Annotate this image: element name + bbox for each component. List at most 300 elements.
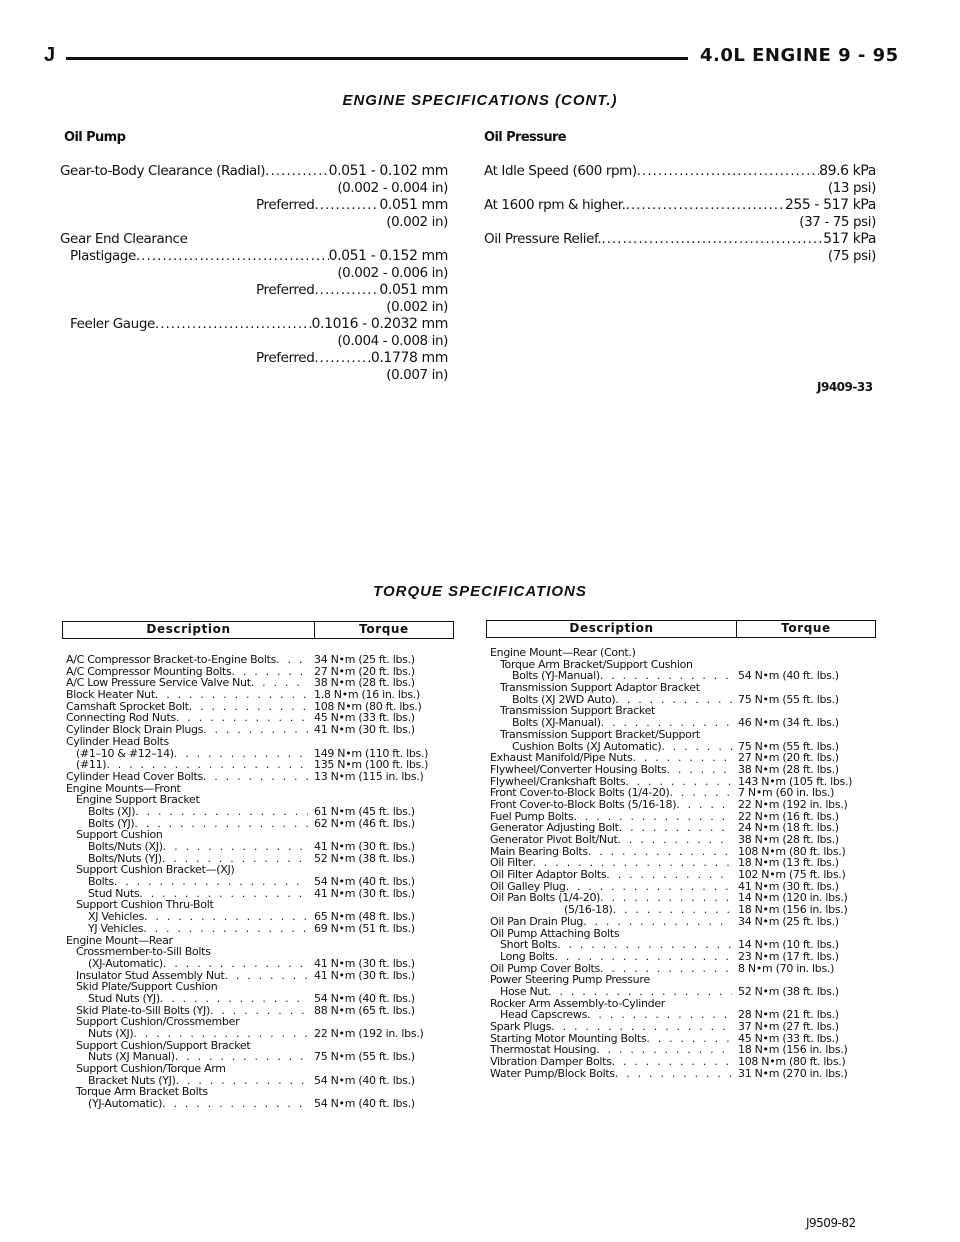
- torque-description: [66, 818, 308, 830]
- spec-row: [60, 282, 448, 299]
- torque-value: 14 N•m (120 in. lbs.): [738, 891, 848, 905]
- torque-description-text: Fuel Pump Bolts: [490, 810, 574, 823]
- torque-row: [66, 853, 456, 865]
- spec-label: Feeler Gauge: [70, 316, 155, 332]
- torque-description: [490, 647, 732, 659]
- torque-description: [490, 846, 732, 858]
- torque-description: [66, 1086, 308, 1098]
- torque-description-text: (#1–10 & #12–14): [76, 747, 174, 760]
- torque-description: [66, 724, 308, 736]
- dot-leader: [276, 654, 308, 666]
- torque-row: [490, 717, 880, 729]
- dot-leader: [666, 764, 732, 776]
- torque-value: 69 N•m (51 ft. lbs.): [314, 921, 415, 935]
- torque-description: [490, 1009, 732, 1021]
- torque-description: [66, 888, 308, 900]
- oil-pressure-heading: Oil Pressure: [484, 130, 567, 145]
- torque-description: [66, 993, 308, 1005]
- torque-row: [490, 986, 880, 998]
- torque-row: [66, 1051, 456, 1063]
- dot-leader: [210, 1005, 308, 1017]
- spec-group-label: Gear End Clearance: [60, 231, 188, 247]
- torque-description-text: Engine Support Bracket: [76, 794, 200, 806]
- torque-row: [66, 993, 456, 1005]
- torque-row: [490, 694, 880, 706]
- dot-leader: [615, 694, 732, 706]
- dot-leader: [162, 1098, 308, 1110]
- torque-description-text: Front Cover-to-Block Bolts (1/4-20): [490, 787, 670, 799]
- dot-leader: [265, 163, 328, 179]
- torque-row: [66, 1075, 456, 1087]
- spec-row: [484, 231, 876, 248]
- torque-description: [490, 974, 732, 986]
- torque-description-text: Skid Plate-to-Sill Bolts (YJ): [76, 1004, 210, 1017]
- torque-value: 65 N•m (48 ft. lbs.): [314, 910, 415, 924]
- torque-value: 14 N•m (10 ft. lbs.): [738, 938, 839, 952]
- torque-description-text: Bolts (YJ): [88, 817, 135, 830]
- dot-leader: [555, 951, 733, 963]
- torque-description-text: A/C Compressor Mounting Bolts: [66, 665, 232, 678]
- torque-description-text: Oil Pump Cover Bolts: [490, 962, 600, 975]
- torque-value: 54 N•m (40 ft. lbs.): [314, 1073, 415, 1087]
- torque-description-text: YJ Vehicles: [88, 922, 144, 935]
- torque-value: 52 N•m (38 ft. lbs.): [738, 984, 839, 998]
- torque-row: [66, 970, 456, 982]
- torque-description: [66, 1016, 308, 1028]
- torque-description: [66, 864, 308, 876]
- spec-value-continued: (0.002 - 0.004 in): [337, 180, 448, 196]
- oil-pump-specs: [60, 163, 448, 384]
- torque-description-text: Bolts (XJ 2WD Auto): [512, 693, 616, 706]
- torque-description: [490, 729, 732, 741]
- torque-row: [490, 869, 880, 881]
- dot-leader: [601, 231, 823, 247]
- torque-row: [490, 764, 880, 776]
- engine-specs-title: ENGINE SPECIFICATIONS (CONT.): [342, 92, 618, 109]
- dot-leader: [632, 752, 732, 764]
- torque-description-text: Transmission Support Bracket/Support: [500, 728, 700, 741]
- dot-leader: [612, 1056, 732, 1068]
- torque-value: 54 N•m (40 ft. lbs.): [738, 669, 839, 683]
- torque-description-text: Block Heater Nut: [66, 689, 155, 701]
- dot-leader: [619, 822, 732, 834]
- dot-leader: [314, 282, 379, 298]
- torque-value: 38 N•m (28 ft. lbs.): [314, 676, 415, 690]
- dot-leader: [174, 748, 308, 760]
- torque-description: [490, 1021, 732, 1033]
- dot-leader: [160, 993, 308, 1005]
- torque-table-header-right: [486, 620, 876, 638]
- torque-value: 108 N•m (80 ft. lbs.): [314, 699, 422, 713]
- spec-value-continued: (0.007 in): [386, 367, 448, 383]
- torque-description: [490, 1068, 732, 1080]
- torque-description: [66, 1075, 308, 1087]
- dot-leader: [670, 787, 733, 799]
- dot-leader: [588, 846, 732, 858]
- figure-label-torque: J9509-82: [806, 1216, 856, 1230]
- torque-row: [66, 841, 456, 853]
- dot-leader: [600, 892, 732, 904]
- torque-description: [490, 705, 732, 717]
- torque-row: [490, 799, 880, 811]
- dot-leader: [548, 986, 732, 998]
- torque-description: [490, 741, 732, 753]
- torque-description: [66, 899, 308, 911]
- dot-leader: [189, 701, 308, 713]
- torque-description-text: Oil Filter: [490, 857, 533, 870]
- torque-value: 54 N•m (40 ft. lbs.): [314, 991, 415, 1005]
- torque-description: [66, 666, 308, 678]
- torque-description-text: Front Cover-to-Block Bolts (5/16-18): [490, 798, 677, 811]
- torque-value: 34 N•m (25 ft. lbs.): [738, 914, 839, 928]
- column-header-torque: Torque: [359, 622, 409, 636]
- torque-description-text: Short Bolts: [500, 939, 558, 951]
- torque-description-text: Generator Adjusting Bolt: [490, 822, 619, 834]
- spec-row: [60, 350, 448, 367]
- torque-value: 7 N•m (60 in. lbs.): [738, 786, 835, 800]
- torque-description-text: Support Cushion/Support Bracket: [76, 1039, 251, 1052]
- spec-label: Preferred: [256, 350, 315, 366]
- torque-description: [490, 986, 732, 998]
- torque-value: 41 N•m (30 ft. lbs.): [314, 723, 415, 737]
- torque-description-text: A/C Compressor Bracket-to-Engine Bolts: [66, 654, 277, 666]
- torque-value: 108 N•m (80 ft. lbs.): [738, 1055, 846, 1069]
- spec-value: 0.051 - 0.102 mm: [328, 163, 448, 179]
- torque-description: [66, 712, 308, 724]
- torque-row: [66, 689, 456, 701]
- spec-value-continued: (75 psi): [827, 248, 876, 264]
- oil-pump-heading: Oil Pump: [64, 130, 126, 145]
- torque-description-text: Flywheel/Converter Housing Bolts: [490, 763, 667, 776]
- torque-description: [66, 677, 308, 689]
- torque-value: 108 N•m (80 ft. lbs.): [738, 844, 846, 858]
- torque-value: 41 N•m (30 ft. lbs.): [314, 968, 415, 982]
- torque-row: [66, 1063, 456, 1075]
- dot-leader: [625, 776, 732, 788]
- torque-description-text: Oil Pan Drain Plug: [490, 915, 584, 928]
- spec-row: [60, 197, 448, 214]
- torque-description: [490, 963, 732, 975]
- torque-description-text: Stud Nuts: [88, 887, 140, 900]
- torque-value: 75 N•m (55 ft. lbs.): [738, 692, 839, 706]
- torque-row: [66, 783, 456, 795]
- dot-leader: [637, 163, 819, 179]
- spec-label: Preferred: [256, 197, 315, 213]
- torque-row: [66, 923, 456, 935]
- torque-description: [66, 748, 308, 760]
- dot-leader: [162, 853, 308, 865]
- spec-value: 0.1016 - 0.2032 mm: [311, 316, 448, 332]
- torque-value: 18 N•m (156 in. lbs.): [738, 903, 848, 917]
- torque-value: 22 N•m (192 in. lbs.): [314, 1027, 424, 1040]
- dot-leader: [231, 666, 308, 678]
- torque-description-text: Long Bolts: [500, 950, 555, 963]
- torque-description: [66, 923, 308, 935]
- torque-description-text: Support Cushion Thru-Bolt: [76, 899, 214, 912]
- torque-description-text: Support Cushion/Torque Arm: [76, 1063, 226, 1075]
- dot-leader: [557, 939, 732, 951]
- torque-description: [66, 981, 308, 993]
- torque-description-text: Cushion Bolts (XJ Automatic): [512, 740, 662, 753]
- torque-description: [66, 829, 308, 841]
- dot-leader: [606, 869, 732, 881]
- dot-leader: [133, 1028, 308, 1040]
- torque-description: [490, 939, 732, 951]
- header-letter: J: [44, 44, 56, 66]
- spec-value: 0.1778 mm: [370, 350, 448, 366]
- torque-description-text: Cylinder Block Drain Plugs: [66, 724, 204, 736]
- dot-leader: [601, 717, 732, 729]
- dot-leader: [163, 958, 308, 970]
- torque-list-right: [490, 647, 880, 1079]
- torque-row: [66, 888, 456, 900]
- torque-description: [490, 1033, 732, 1045]
- torque-table-header-left: [62, 621, 454, 639]
- torque-value: 23 N•m (17 ft. lbs.): [738, 949, 839, 963]
- torque-description-text: Cylinder Head Bolts: [66, 735, 169, 748]
- torque-description-text: Starting Motor Mounting Bolts: [490, 1032, 647, 1045]
- dot-leader: [144, 911, 308, 923]
- torque-row: [490, 1068, 880, 1080]
- spec-label: Preferred: [256, 282, 315, 298]
- torque-value: 45 N•m (33 ft. lbs.): [738, 1031, 839, 1045]
- torque-description-text: Power Steering Pump Pressure: [490, 974, 650, 986]
- torque-row: [66, 1028, 456, 1040]
- torque-description-text: Nuts (XJ): [88, 1028, 134, 1040]
- torque-value: 18 N•m (13 ft. lbs.): [738, 856, 839, 870]
- torque-description-text: Stud Nuts (YJ): [88, 992, 160, 1005]
- torque-description-text: XJ Vehicles: [88, 911, 145, 923]
- torque-row: [66, 935, 456, 947]
- torque-value: 31 N•m (270 in. lbs.): [738, 1066, 848, 1080]
- dot-leader: [587, 1009, 732, 1021]
- dot-leader: [176, 712, 308, 724]
- dot-leader: [203, 724, 308, 736]
- spec-value: 255 - 517 kPa: [784, 197, 876, 213]
- torque-value: 75 N•m (55 ft. lbs.): [314, 1050, 415, 1064]
- torque-description: [66, 911, 308, 923]
- torque-description-text: Water Pump/Block Bolts: [490, 1067, 615, 1080]
- dot-leader: [615, 1068, 732, 1080]
- spec-row: [484, 163, 876, 180]
- torque-description: [490, 928, 732, 940]
- torque-description-text: Head Capscrews: [500, 1009, 588, 1021]
- torque-value: 28 N•m (21 ft. lbs.): [738, 1008, 839, 1022]
- spec-value-continued: (0.002 in): [386, 299, 448, 315]
- torque-row: [66, 771, 456, 783]
- spec-label: Gear-to-Body Clearance (Radial): [60, 163, 266, 179]
- torque-description: [66, 935, 308, 947]
- torque-description-text: Bracket Nuts (YJ): [88, 1074, 176, 1087]
- torque-description: [66, 1051, 308, 1063]
- torque-description-text: Torque Arm Bracket/Support Cushion: [500, 658, 693, 671]
- dot-leader: [676, 799, 732, 811]
- torque-description-text: Engine Mount—Rear (Cont.): [490, 647, 636, 659]
- torque-description: [66, 736, 308, 748]
- spec-value-continued: (0.002 in): [386, 214, 448, 230]
- torque-value: 62 N•m (46 ft. lbs.): [314, 816, 415, 830]
- torque-value: 38 N•m (28 ft. lbs.): [738, 833, 839, 846]
- torque-description: [490, 776, 732, 788]
- torque-description-text: Support Cushion: [76, 829, 163, 841]
- spec-value-continued: (37 - 75 psi): [799, 214, 876, 230]
- torque-value: 75 N•m (55 ft. lbs.): [738, 739, 839, 753]
- torque-value: 135 N•m (100 ft. lbs.): [314, 758, 429, 772]
- torque-description: [490, 787, 732, 799]
- dot-leader: [600, 963, 732, 975]
- torque-description-text: Main Bearing Bolts: [490, 845, 588, 858]
- dot-leader: [106, 759, 308, 771]
- header-rule: [66, 57, 688, 60]
- torque-description: [66, 1005, 308, 1017]
- torque-description: [490, 752, 732, 764]
- torque-description-text: (#11): [76, 759, 107, 771]
- dot-leader: [596, 1044, 732, 1056]
- torque-description-text: (YJ-Automatic): [88, 1098, 163, 1110]
- torque-description-text: Rocker Arm Assembly-to-Cylinder: [490, 997, 666, 1010]
- dot-leader: [551, 1021, 732, 1033]
- spec-row: [484, 197, 876, 214]
- torque-description-text: Oil Pump Attaching Bolts: [490, 927, 620, 940]
- torque-row: [66, 1098, 456, 1110]
- torque-description: [490, 869, 732, 881]
- torque-row: [490, 670, 880, 682]
- torque-description: [490, 682, 732, 694]
- torque-row: [490, 1021, 880, 1033]
- dot-leader: [134, 818, 308, 830]
- column-header-description: Description: [63, 622, 315, 638]
- torque-value: 54 N•m (40 ft. lbs.): [314, 875, 415, 889]
- torque-description: [66, 1098, 308, 1110]
- dot-leader: [566, 881, 732, 893]
- torque-description: [490, 799, 732, 811]
- spec-value: 89.6 kPa: [819, 163, 876, 179]
- column-header-torque: Torque: [781, 621, 831, 635]
- torque-description: [490, 659, 732, 671]
- dot-leader: [314, 350, 371, 366]
- torque-description: [66, 759, 308, 771]
- torque-value: 13 N•m (115 in. lbs.): [314, 769, 424, 783]
- torque-description: [490, 811, 732, 823]
- spec-row: [60, 163, 448, 180]
- torque-description: [490, 951, 732, 963]
- dot-leader: [163, 841, 308, 853]
- torque-value: 143 N•m (105 ft. lbs.): [738, 774, 853, 788]
- torque-row: [490, 729, 880, 741]
- torque-value: 88 N•m (65 ft. lbs.): [314, 1003, 415, 1017]
- dot-leader: [251, 677, 308, 689]
- torque-row: [66, 1005, 456, 1017]
- torque-description-text: A/C Low Pressure Service Valve Nut: [66, 677, 251, 690]
- torque-description: [66, 1040, 308, 1052]
- column-header-description: Description: [487, 621, 737, 637]
- torque-row: [66, 818, 456, 830]
- torque-description-text: Engine Mount—Rear: [66, 934, 173, 947]
- torque-value: 41 N•m (30 ft. lbs.): [314, 840, 415, 853]
- torque-description: [66, 1063, 308, 1075]
- torque-row: [490, 916, 880, 928]
- torque-row: [66, 724, 456, 736]
- torque-description-text: Nuts (XJ Manual): [88, 1051, 175, 1064]
- torque-row: [66, 736, 456, 748]
- torque-description: [490, 670, 732, 682]
- torque-row: [490, 834, 880, 846]
- torque-value: 24 N•m (18 ft. lbs.): [738, 821, 839, 835]
- torque-description: [66, 876, 308, 888]
- dot-leader: [114, 876, 308, 888]
- spec-value: 0.051 mm: [379, 197, 448, 213]
- torque-description-text: Thermostat Housing: [490, 1044, 597, 1057]
- dot-leader: [626, 197, 785, 213]
- torque-description: [490, 822, 732, 834]
- torque-description: [66, 958, 308, 970]
- torque-description: [66, 806, 308, 818]
- torque-description: [490, 998, 732, 1010]
- dot-leader: [136, 248, 329, 264]
- torque-description-text: Hose Nut: [500, 985, 549, 998]
- dot-leader: [203, 771, 308, 783]
- torque-description: [490, 857, 732, 869]
- dot-leader: [533, 857, 732, 869]
- dot-leader: [646, 1033, 732, 1045]
- torque-specs-title: TORQUE SPECIFICATIONS: [373, 583, 587, 600]
- torque-description: [66, 841, 308, 853]
- torque-description: [490, 916, 732, 928]
- dot-leader: [314, 197, 379, 213]
- torque-description-text: Connecting Rod Nuts: [66, 712, 176, 725]
- dot-leader: [155, 689, 308, 701]
- torque-value: 18 N•m (156 in. lbs.): [738, 1043, 848, 1057]
- dot-leader: [224, 970, 308, 982]
- torque-value: 1.8 N•m (16 in. lbs.): [314, 688, 420, 702]
- oil-pressure-specs: [484, 163, 876, 265]
- spec-row: [60, 316, 448, 333]
- torque-row: [66, 958, 456, 970]
- torque-description: [66, 654, 308, 666]
- torque-description-text: Skid Plate/Support Cushion: [76, 981, 218, 993]
- torque-row: [66, 654, 456, 666]
- torque-description: [66, 794, 308, 806]
- torque-description-text: Spark Plugs: [490, 1021, 552, 1033]
- spec-value-continued: (0.002 - 0.006 in): [337, 265, 448, 281]
- spec-label: At 1600 rpm & higher.: [484, 197, 626, 213]
- spec-label: Plastigage: [70, 248, 136, 264]
- spec-value: 517 kPa: [823, 231, 876, 247]
- torque-description-text: Bolts: [88, 876, 114, 888]
- torque-description-text: Flywheel/Crankshaft Bolts: [490, 775, 626, 788]
- torque-value: 38 N•m (28 ft. lbs.): [738, 762, 839, 776]
- torque-description: [490, 904, 732, 916]
- spec-label: At Idle Speed (600 rpm): [484, 163, 637, 179]
- torque-value: 149 N•m (110 ft. lbs.): [314, 746, 429, 760]
- torque-value: 22 N•m (16 ft. lbs.): [738, 809, 839, 823]
- torque-description-text: Engine Mounts—Front: [66, 782, 181, 795]
- torque-description-text: Oil Filter Adaptor Bolts: [490, 869, 607, 881]
- dot-leader: [175, 1051, 308, 1063]
- figure-label-engine: J9409-33: [817, 380, 873, 394]
- torque-value: 102 N•m (75 ft. lbs.): [738, 868, 846, 882]
- torque-description-text: Bolts (XJ-Manual): [512, 717, 601, 729]
- spec-row: [60, 248, 448, 265]
- dot-leader: [618, 834, 732, 846]
- torque-value: 8 N•m (70 in. lbs.): [738, 961, 835, 975]
- torque-value: 27 N•m (20 ft. lbs.): [314, 664, 415, 678]
- torque-value: 52 N•m (38 ft. lbs.): [314, 851, 415, 865]
- torque-description-text: Crossmember-to-Sill Bolts: [76, 946, 211, 958]
- torque-row: [490, 647, 880, 659]
- torque-row: [490, 963, 880, 975]
- torque-description-text: Vibration Damper Bolts: [490, 1056, 612, 1068]
